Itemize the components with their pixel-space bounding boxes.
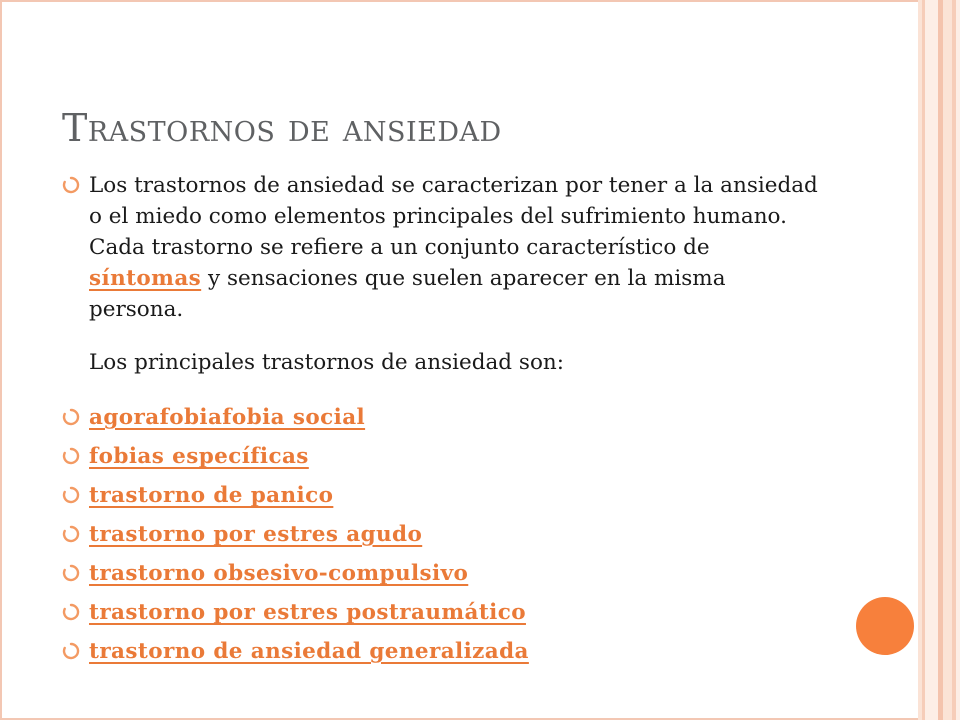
page-title: Trastornos de ansiedad <box>62 106 502 150</box>
intro-followup: Los principales trastornos de ansiedad son: <box>89 350 564 375</box>
list-item <box>62 519 822 550</box>
bullet-icon <box>62 447 80 465</box>
sintomas-link[interactable]: síntomas <box>89 266 202 291</box>
link-ansiedad-generalizada[interactable]: trastorno de ansiedad generalizada <box>89 639 529 664</box>
link-estres-postraumatico[interactable]: trastorno por estres postraumático <box>89 600 526 625</box>
bullet-icon <box>62 525 80 543</box>
intro-paragraph <box>62 170 822 378</box>
disorder-list <box>62 402 822 667</box>
decorative-circle <box>856 597 914 655</box>
bullet-icon <box>62 642 80 660</box>
intro-text-start: Los trastornos de ansiedad se caracterizan por tener a la ansiedad o el miedo como elementos principales del sufrimiento humano. Cada trastorno se refiere a un conjunto característico de <box>89 173 818 260</box>
list-item <box>62 597 822 628</box>
decorative-stripes <box>918 0 960 720</box>
bullet-icon <box>62 603 80 621</box>
intro-text-end: y sensaciones que suelen aparecer en la misma persona. <box>89 266 726 322</box>
link-trastorno-panico[interactable]: trastorno de panico <box>89 483 334 508</box>
link-estres-agudo[interactable]: trastorno por estres agudo <box>89 522 423 547</box>
list-item <box>62 402 822 433</box>
list-item <box>62 441 822 472</box>
bullet-icon <box>62 564 80 582</box>
list-item <box>62 480 822 511</box>
link-toc[interactable]: trastorno obsesivo-compulsivo <box>89 561 469 586</box>
list-item <box>62 636 822 667</box>
slide-content <box>62 170 822 675</box>
bullet-icon <box>62 408 80 426</box>
bullet-icon <box>62 176 80 194</box>
link-fobias-especificas[interactable]: fobias específicas <box>89 444 309 469</box>
bullet-icon <box>62 486 80 504</box>
list-item <box>62 558 822 589</box>
link-agorafobia[interactable]: agorafobiafobia social <box>89 405 366 430</box>
